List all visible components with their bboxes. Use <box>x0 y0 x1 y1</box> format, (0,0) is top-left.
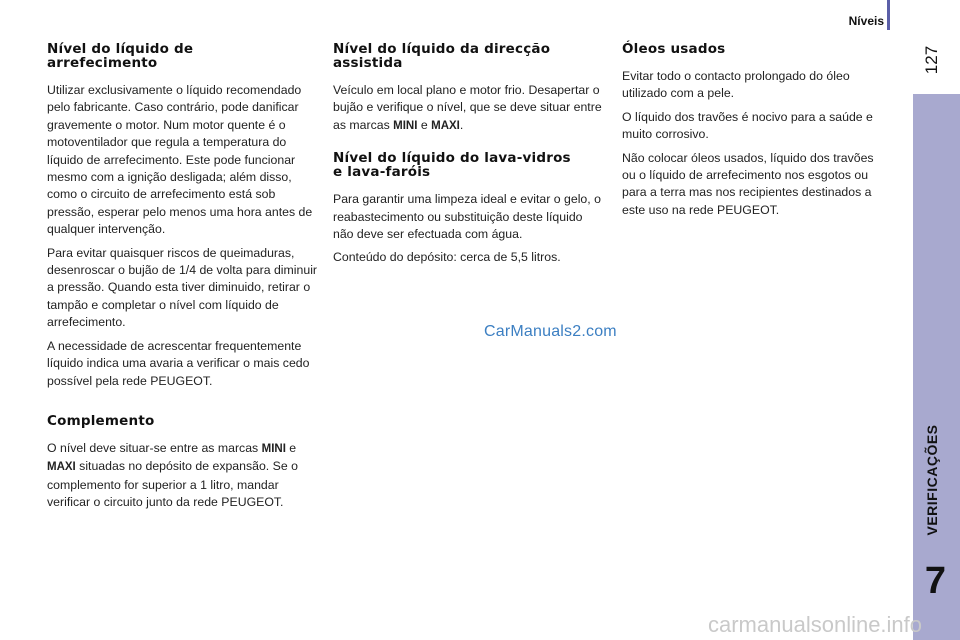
paragraph: Para evitar quaisquer riscos de queimaduras, desenroscar o bujão de 1/4 de volta para diminuir a pressão. Quando esta tiver diminuido, retirar o tampão e completar o nível com líquido de arrefecimento. <box>47 245 318 330</box>
watermark-carmanualsonline: carmanualsonline.info <box>708 612 923 637</box>
column-right <box>622 42 890 225</box>
paragraph: Evitar todo o contacto prolongado do óleo utilizado com a pele. <box>622 69 850 101</box>
watermark-carmanuals2: CarManuals2.com <box>484 323 617 340</box>
section-title-coolant: Nível do líquido de arrefecimento <box>47 41 194 71</box>
paragraph: Utilizar exclusivamente o líquido recomendado pelo fabricante. Caso contrário, pode danificar gravemente o motor. Num motor quente é o motoventilador que regula a temperatura do líquido de arrefecimento. Este pode funcionar mesmo com a ignição desligada; além disso, como o circuito de arrefecimento está sob pressão, esperar pelo menos uma hora antes de qualquer intervenção. <box>47 83 313 237</box>
section-title-used-oils: Óleos usados <box>622 41 726 57</box>
page-number: 127 <box>922 45 941 75</box>
paragraph: Veículo em local plano e motor frio. Desapertar o bujão e verifique o nível, que se deve situar entre as marcas MINI e MAXI. <box>333 83 602 132</box>
paragraph: Conteúdo do depósito: cerca de 5,5 litros. <box>333 250 561 265</box>
page-header-title: Níveis <box>848 14 884 28</box>
paragraph: Não colocar óleos usados, líquido dos travões ou o líquido de arrefecimento nos esgotos ou para a terra mas nos recipientes destinados a este uso na rede PEUGEOT. <box>622 150 874 217</box>
paragraph: Para garantir uma limpeza ideal e evitar o gelo, o reabastecimento ou substituição deste líquido não deve ser efectuada com água. <box>333 192 601 242</box>
column-middle <box>333 42 605 273</box>
chapter-title: VERIFICAÇÕES <box>924 424 940 536</box>
chapter-number: 7 <box>924 560 946 602</box>
chapter-sidebar <box>913 94 960 640</box>
column-left <box>47 42 317 518</box>
paragraph: O nível deve situar-se entre as marcas MINI e MAXI situadas no depósito de expansão. Se o complemento for superior a 1 litro, mandar verificar o circuito junto da rede PEUGEOT. <box>47 440 298 510</box>
section-title-power-steering: Nível do líquido da direcção assistida <box>333 41 551 71</box>
paragraph: O líquido dos travões é nocivo para a saúde e muito corrosivo. <box>622 109 873 142</box>
paragraph: A necessidade de acrescentar frequentemente líquido indica uma avaria a verificar o mais cedo possível pela rede PEUGEOT. <box>47 338 310 388</box>
section-title-washer-fluid: Nível do líquido do lava-vidros e lava-faróis <box>333 150 571 181</box>
section-title-complement: Complemento <box>47 412 155 429</box>
header-rule <box>887 0 890 30</box>
